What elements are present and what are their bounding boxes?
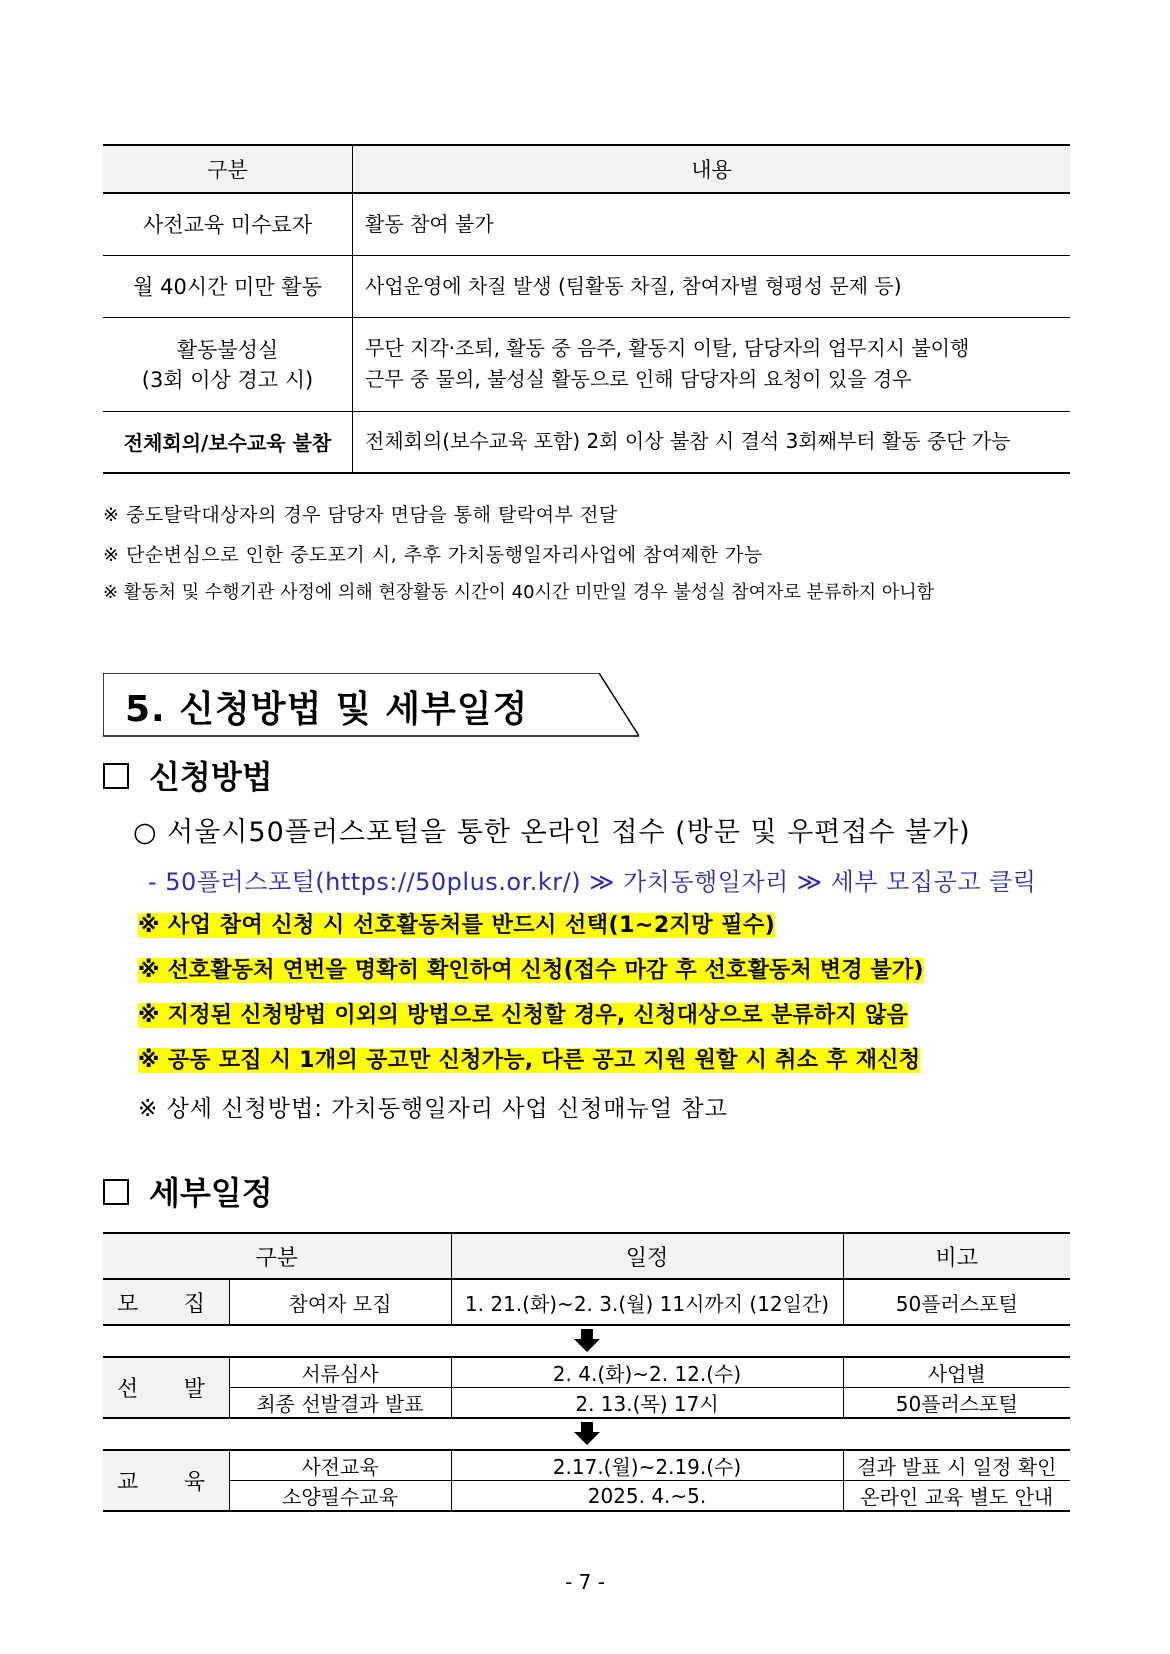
schedule-table <box>103 1232 1070 1512</box>
row-content-line: 근무 중 물의, 불성실 활동으로 인해 담당자의 요청이 있을 경우 <box>365 367 912 391</box>
row-label: 월 40시간 미만 활동 <box>103 255 353 317</box>
highlight-note: ※ 사업 참여 신청 시 선호활동처를 반드시 선택(1~2지망 필수) <box>138 913 776 938</box>
page-number: - 7 - <box>565 1570 605 1594</box>
row-label-sub: (3회 이상 경고 시) <box>141 368 314 392</box>
header-content: 내용 <box>353 145 1071 193</box>
group-recruit: 모 집 <box>103 1279 229 1325</box>
group-select: 선 발 <box>103 1357 229 1418</box>
row-content: 사업운영에 차질 발생 (팀활동 차질, 참여자별 형평성 문제 등) <box>353 255 1071 317</box>
detail-note: ※ 상세 신청방법: 가치동행일자리 사업 신청매뉴얼 참고 <box>138 1096 728 1122</box>
section-title: 5. 신청방법 및 세부일정 <box>125 689 529 730</box>
task-cell: 참여자 모집 <box>229 1279 451 1325</box>
task-cell: 최종 선발결과 발표 <box>229 1388 451 1419</box>
row-label: 전체회의/보수교육 불참 <box>103 411 353 473</box>
table-row <box>103 193 1070 255</box>
remark-cell: 결과 발표 시 일정 확인 <box>843 1450 1070 1481</box>
portal-link[interactable]: - 50플러스포털(https://50plus.or.kr/) ≫ 가치동행일자리 ≫ 세부 모집공고 클릭 <box>148 868 1037 896</box>
schedule-heading <box>103 1168 273 1214</box>
remark-cell: 사업별 <box>843 1357 1070 1388</box>
table-row <box>103 255 1070 317</box>
arrow-down-icon <box>573 1422 601 1446</box>
date-cell: 2. 13.(목) 17시 <box>451 1388 843 1419</box>
row-content: 활동 참여 불가 <box>353 193 1071 255</box>
task-cell: 소양필수교육 <box>229 1481 451 1512</box>
highlight-note: ※ 지정된 신청방법 이외의 방법으로 신청할 경우, 신청대상으로 분류하지 않음 <box>138 1003 909 1028</box>
table-row <box>103 1388 1070 1419</box>
date-cell: 1. 21.(화)~2. 3.(월) 11시까지 (12일간) <box>451 1279 843 1325</box>
date-cell: 2025. 4.~5. <box>451 1481 843 1512</box>
note: ※ 활동처 및 수행기관 사정에 의해 현장활동 시간이 40시간 미만일 경우 불성실 참여자로 분류하지 아니함 <box>103 582 934 603</box>
apply-heading <box>103 752 273 798</box>
checkbox-icon <box>103 763 129 789</box>
row-label: 활동불성실 <box>176 338 279 362</box>
header-category: 구분 <box>103 1233 451 1279</box>
date-cell: 2.17.(월)~2.19.(수) <box>451 1450 843 1481</box>
group-education: 교 육 <box>103 1450 229 1511</box>
task-cell: 사전교육 <box>229 1450 451 1481</box>
note: ※ 중도탈락대상자의 경우 담당자 면담을 통해 탈락여부 전달 <box>103 504 618 526</box>
table-row <box>103 317 1070 411</box>
row-label: 사전교육 미수료자 <box>103 193 353 255</box>
highlight-note: ※ 선호활동처 연번을 명확히 확인하여 신청(접수 마감 후 선호활동처 변경 불가) <box>138 958 924 983</box>
header-category: 구분 <box>103 145 353 193</box>
status-table <box>103 144 1070 474</box>
table-row <box>103 1357 1070 1388</box>
table-row <box>103 1279 1070 1325</box>
table-row <box>103 411 1070 473</box>
arrow-down-icon <box>573 1329 601 1353</box>
task-cell: 서류심사 <box>229 1357 451 1388</box>
apply-bullet: ○ 서울시50플러스포털을 통한 온라인 접수 (방문 및 우편접수 불가) <box>133 817 971 848</box>
header-remark: 비고 <box>843 1233 1070 1279</box>
section-title-box <box>103 673 639 736</box>
checkbox-icon <box>103 1179 129 1205</box>
table-row <box>103 1481 1070 1512</box>
header-schedule: 일정 <box>451 1233 843 1279</box>
note: ※ 단순변심으로 인한 중도포기 시, 추후 가치동행일자리사업에 참여제한 가능 <box>103 544 763 566</box>
row-content: 전체회의(보수교육 포함) 2회 이상 불참 시 결석 3회째부터 활동 중단 가능 <box>353 411 1071 473</box>
remark-cell: 50플러스포털 <box>843 1388 1070 1419</box>
highlight-note: ※ 공동 모집 시 1개의 공고만 신청가능, 다른 공고 지원 원할 시 취소 후 재신청 <box>138 1048 921 1073</box>
apply-heading-text: 신청방법 <box>149 758 273 796</box>
remark-cell: 50플러스포털 <box>843 1279 1070 1325</box>
date-cell: 2. 4.(화)~2. 12.(수) <box>451 1357 843 1388</box>
schedule-heading-text: 세부일정 <box>149 1174 273 1212</box>
row-content-line: 무단 지각·조퇴, 활동 중 음주, 활동지 이탈, 담당자의 업무지시 불이행 <box>365 336 970 360</box>
remark-cell: 온라인 교육 별도 안내 <box>843 1481 1070 1512</box>
table-row <box>103 1450 1070 1481</box>
